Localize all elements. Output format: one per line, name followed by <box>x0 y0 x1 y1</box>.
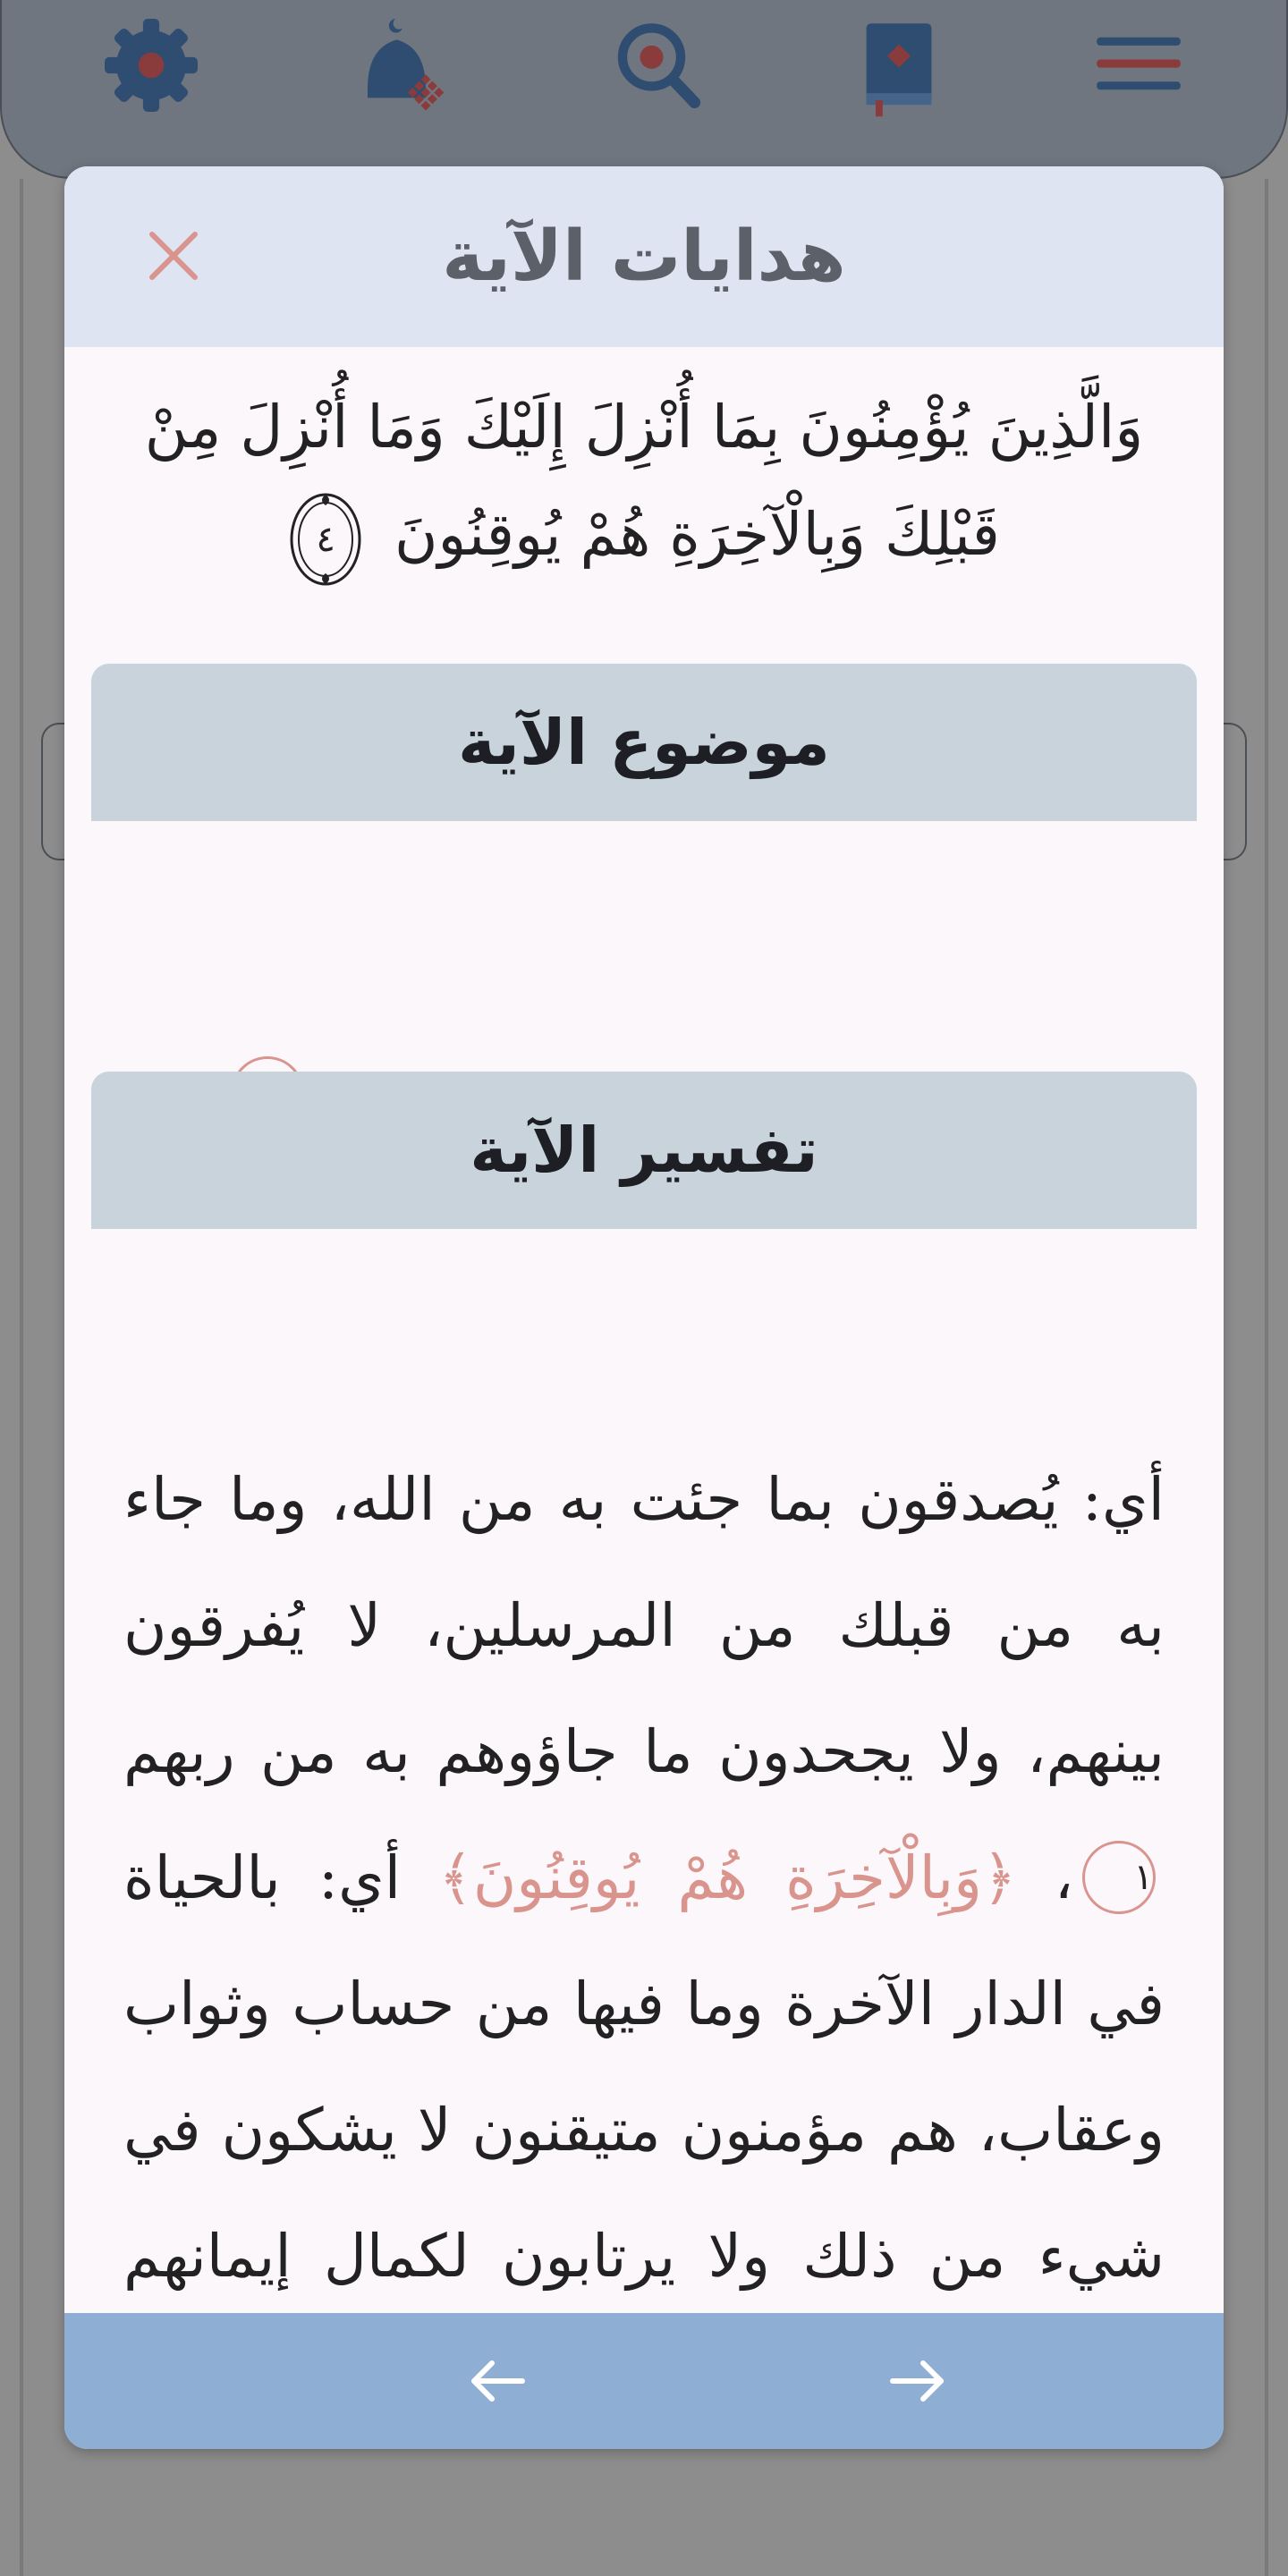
ayah-guidance-dialog <box>64 166 1224 2449</box>
ayah-text <box>118 374 1170 589</box>
tafsir-text <box>123 1436 1165 2445</box>
tafsir-part-1: أي: يُصدقون بما جئت به من الله، وما جاء به من قبلك من المرسلين، لا يُفرقون بينهم، ولا يجحدون ما جاؤوهم به من ربهم <box>123 1465 1165 1786</box>
page-edge-left <box>20 179 23 2576</box>
menu-icon[interactable] <box>1080 7 1197 123</box>
ayah-number: ٤ <box>316 519 335 560</box>
quran-quote: ﴿وَبِالْآخِرَةِ هُمْ يُوقِنُونَ﴾ <box>438 1843 1017 1912</box>
topic-section-header <box>91 664 1197 821</box>
page-edge-right <box>1265 179 1268 2576</box>
close-icon[interactable] <box>136 218 211 293</box>
gear-icon[interactable] <box>93 7 209 123</box>
ayah-number-marker <box>288 490 363 589</box>
app-toolbar <box>0 0 1288 134</box>
dialog-footer <box>64 2313 1224 2449</box>
dialog-header <box>64 166 1224 347</box>
ayah-text-body: وَالَّذِينَ يُؤْمِنُونَ بِمَا أُنْزِلَ إِلَيْكَ وَمَا أُنْزِلَ مِنْ قَبْلِكَ وَبِالْآخِرَةِ هُمْ يُوقِنُونَ <box>144 393 1144 569</box>
topic-section-title: موضوع الآية <box>458 706 830 779</box>
tafsir-separator-1: ، <box>1016 1843 1074 1912</box>
search-icon[interactable] <box>599 7 716 123</box>
tafsir-part-2: أي: بالحياة في الدار الآخرة وما فيها من حساب وثواب وعقاب، هم مؤمنون متيقنون لا يشكون في شيء من ذلك ولا يرتابون لكمال إيمانهم <box>123 1843 1165 2291</box>
arrow-right-icon[interactable] <box>873 2336 962 2426</box>
tafsir-footnote-ref-1[interactable]: ١ <box>1082 1841 1156 1914</box>
tafsir-section-title: تفسير الآية <box>470 1114 818 1187</box>
dialog-title: هدايات الآية <box>442 216 846 297</box>
arrow-left-icon[interactable] <box>453 2336 542 2426</box>
quran-book-icon[interactable] <box>841 7 957 123</box>
tafsir-section-header <box>91 1072 1197 1229</box>
mosque-icon[interactable] <box>344 7 461 123</box>
